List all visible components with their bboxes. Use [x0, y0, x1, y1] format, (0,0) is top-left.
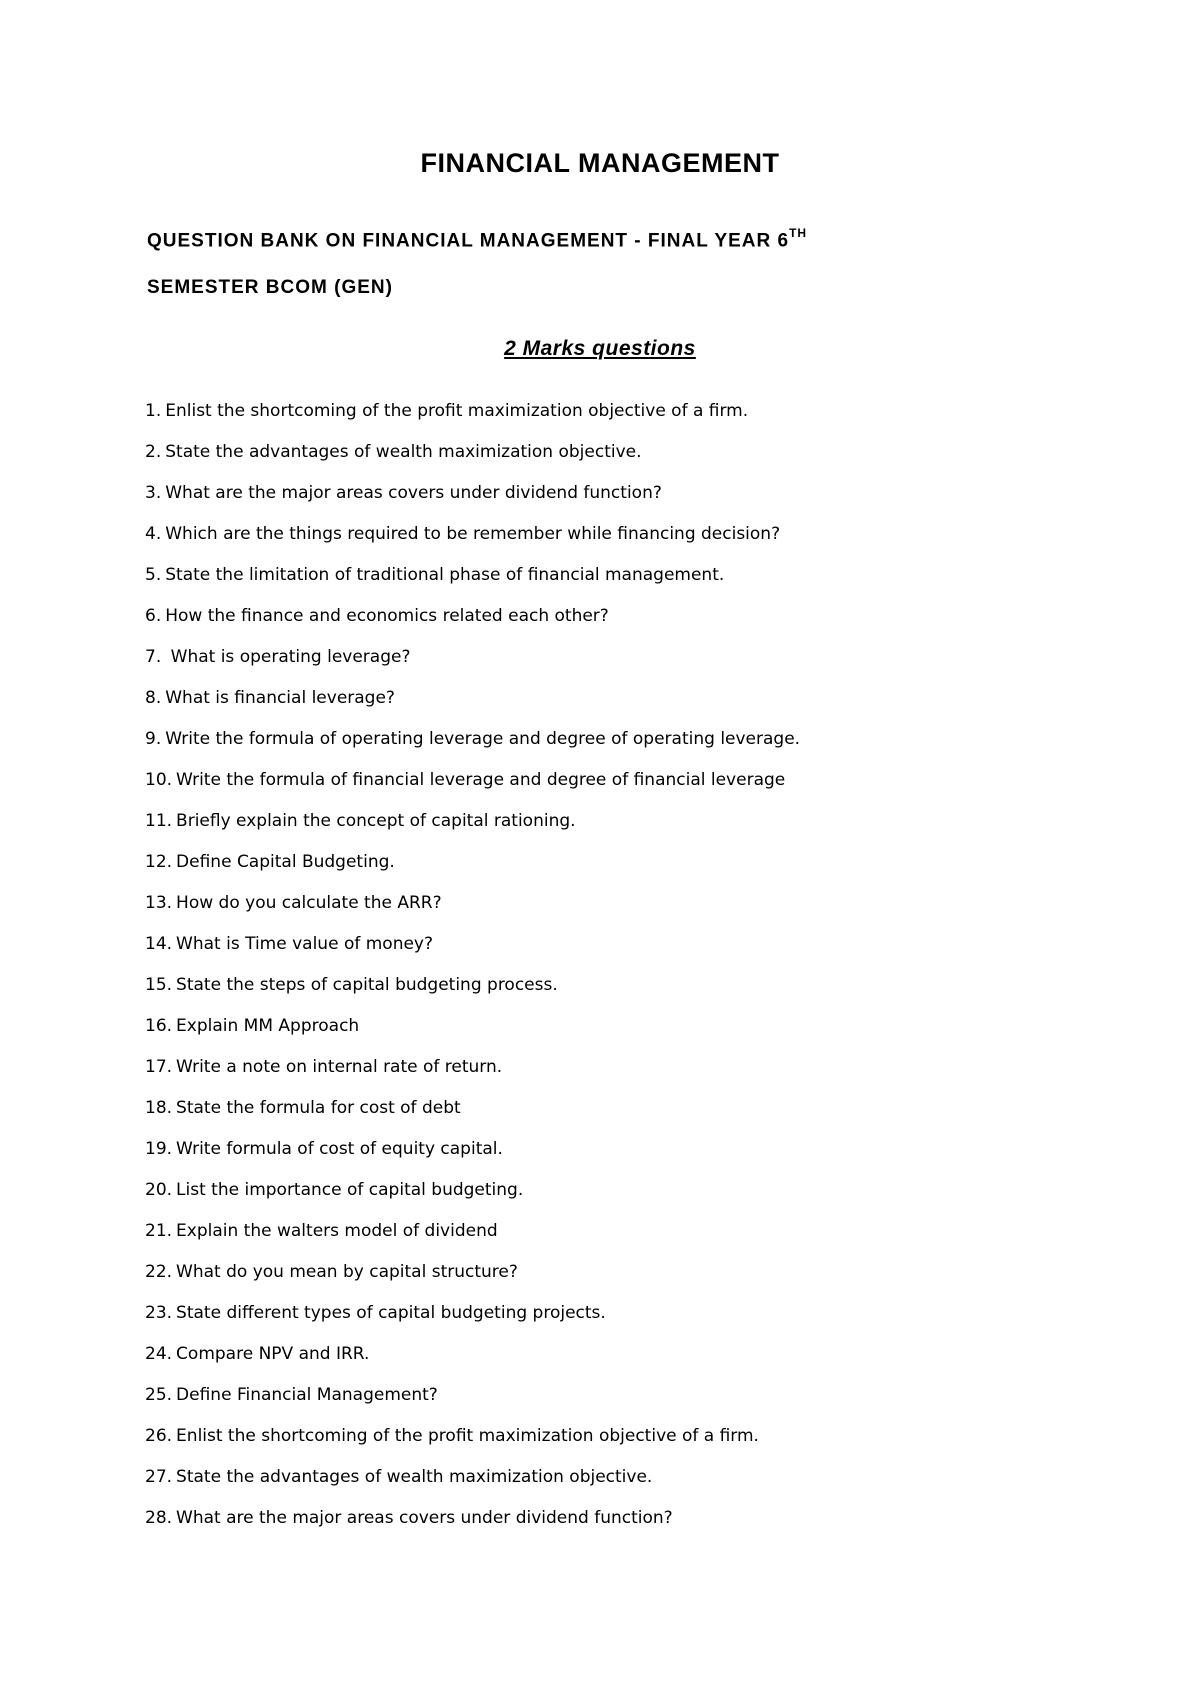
question-text: State the advantages of wealth maximization objective. [176, 1467, 653, 1487]
question-text: State different types of capital budgeting projects. [176, 1303, 606, 1323]
question-number: 5. [145, 565, 162, 585]
question-number: 15. [145, 975, 173, 995]
question-item [145, 1300, 800, 1341]
question-text: Write the formula of operating leverage and degree of operating leverage. [165, 729, 801, 749]
subtitle-line-1 [147, 228, 807, 252]
question-number: 10. [145, 770, 173, 790]
question-text: State the steps of capital budgeting process. [176, 975, 558, 995]
question-text: Briefly explain the concept of capital rationing. [176, 811, 576, 831]
question-text: What is financial leverage? [165, 688, 395, 708]
question-text: Explain MM Approach [176, 1016, 360, 1036]
question-item [145, 562, 800, 603]
question-item [145, 398, 800, 439]
question-item [145, 890, 800, 931]
question-number: 25. [145, 1385, 173, 1405]
question-item [145, 1054, 800, 1095]
question-text: What are the major areas covers under dividend function? [165, 483, 662, 503]
question-text: How the finance and economics related each other? [165, 606, 609, 626]
question-text: What are the major areas covers under dividend function? [176, 1508, 673, 1528]
question-text: What is operating leverage? [165, 647, 411, 667]
question-number: 9. [145, 729, 162, 749]
question-item [145, 808, 800, 849]
question-number: 11. [145, 811, 173, 831]
question-text: What is Time value of money? [176, 934, 434, 954]
question-list [145, 398, 800, 1546]
question-text: Which are the things required to be remember while financing decision? [165, 524, 781, 544]
question-item [145, 1341, 800, 1382]
question-number: 27. [145, 1467, 173, 1487]
question-item [145, 1136, 800, 1177]
subtitle-line-1-text: QUESTION BANK ON FINANCIAL MANAGEMENT - FINAL YEAR 6 [147, 230, 790, 252]
question-text: Define Financial Management? [176, 1385, 438, 1405]
question-item [145, 603, 800, 644]
question-item [145, 931, 800, 972]
subtitle-superscript: TH [789, 226, 808, 240]
question-number: 28. [145, 1508, 173, 1528]
question-number: 4. [145, 524, 162, 544]
question-item [145, 644, 800, 685]
question-item [145, 1218, 800, 1259]
question-item [145, 1464, 800, 1505]
question-number: 12. [145, 852, 173, 872]
question-text: State the formula for cost of debt [176, 1098, 461, 1118]
question-text: State the limitation of traditional phase of financial management. [165, 565, 725, 585]
question-number: 19. [145, 1139, 173, 1159]
question-item [145, 1505, 800, 1546]
question-item [145, 849, 800, 890]
question-number: 20. [145, 1180, 173, 1200]
question-item [145, 521, 800, 562]
question-number: 7. [145, 647, 162, 667]
question-item [145, 767, 800, 808]
question-item [145, 1423, 800, 1464]
question-text: Write a note on internal rate of return. [176, 1057, 503, 1077]
question-number: 16. [145, 1016, 173, 1036]
question-number: 6. [145, 606, 162, 626]
question-number: 24. [145, 1344, 173, 1364]
question-number: 1. [145, 401, 162, 421]
question-item [145, 1259, 800, 1300]
question-number: 3. [145, 483, 162, 503]
question-item [145, 1177, 800, 1218]
question-text: Define Capital Budgeting. [176, 852, 395, 872]
question-item [145, 439, 800, 480]
question-text: Explain the walters model of dividend [176, 1221, 498, 1241]
question-item [145, 1095, 800, 1136]
question-text: How do you calculate the ARR? [176, 893, 442, 913]
section-heading: 2 Marks questions [504, 337, 696, 360]
question-number: 18. [145, 1098, 173, 1118]
question-number: 8. [145, 688, 162, 708]
document-title: FINANCIAL MANAGEMENT [420, 148, 780, 178]
question-number: 14. [145, 934, 173, 954]
question-number: 23. [145, 1303, 173, 1323]
question-number: 21. [145, 1221, 173, 1241]
question-number: 17. [145, 1057, 173, 1077]
question-number: 13. [145, 893, 173, 913]
question-text: Write the formula of financial leverage and degree of financial leverage [176, 770, 786, 790]
question-number: 22. [145, 1262, 173, 1282]
question-text: State the advantages of wealth maximization objective. [165, 442, 642, 462]
question-item [145, 726, 800, 767]
question-text: Write formula of cost of equity capital. [176, 1139, 503, 1159]
question-item [145, 1382, 800, 1423]
question-number: 2. [145, 442, 162, 462]
question-item [145, 1013, 800, 1054]
question-text: Compare NPV and IRR. [176, 1344, 370, 1364]
subtitle-line-2: SEMESTER BCOM (GEN) [147, 277, 393, 298]
question-item [145, 972, 800, 1013]
question-text: Enlist the shortcoming of the profit maximization objective of a firm. [176, 1426, 759, 1446]
question-text: What do you mean by capital structure? [176, 1262, 518, 1282]
question-text: List the importance of capital budgeting. [176, 1180, 524, 1200]
question-item [145, 480, 800, 521]
question-item [145, 685, 800, 726]
question-text: Enlist the shortcoming of the profit maximization objective of a firm. [165, 401, 749, 421]
question-number: 26. [145, 1426, 173, 1446]
